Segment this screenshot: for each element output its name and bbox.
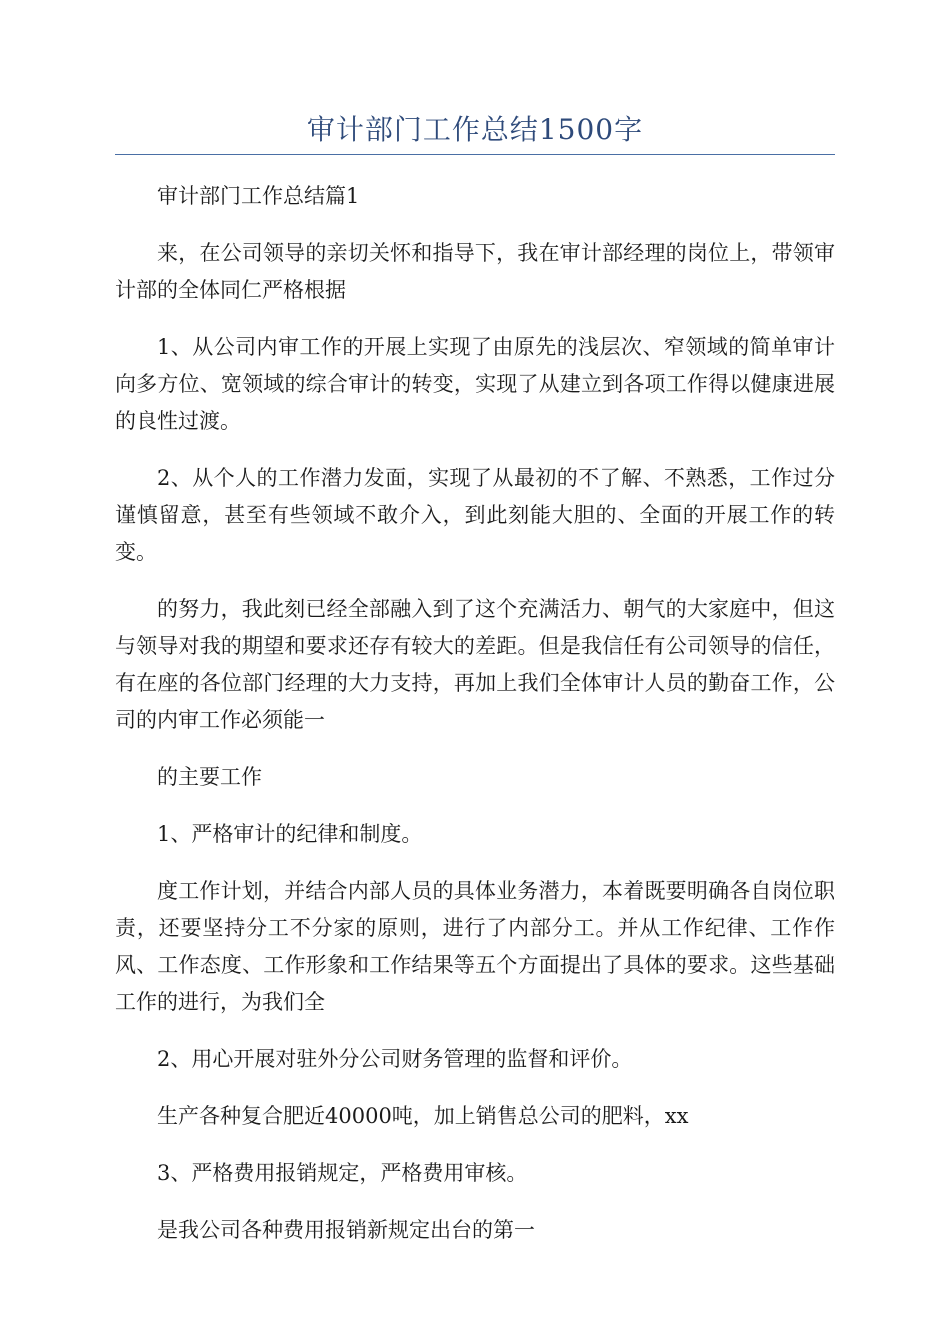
paragraph: 1、从公司内审工作的开展上实现了由原先的浅层次、窄领域的简单审计向多方位、宽领域的综合审计的转变，实现了从建立到各项工作得以健康进展的良性过渡。 bbox=[115, 335, 835, 433]
paragraph: 度工作计划，并结合内部人员的具体业务潜力，本着既要明确各自岗位职责，还要坚持分工不分家的原则，进行了内部分工。并从工作纪律、工作作风、工作态度、工作形象和工作结果等五个方面提出了具体的要求。这些基础工作的进行，为我们全 bbox=[115, 879, 835, 1014]
section-heading: 审计部门工作总结篇1 bbox=[157, 184, 360, 208]
document-title: 审计部门工作总结1500字 bbox=[306, 113, 644, 146]
paragraph: 的努力，我此刻已经全部融入到了这个充满活力、朝气的大家庭中，但这与领导对我的期望和要求还存有较大的差距。但是我信任有公司领导的信任，有在座的各位部门经理的大力支持，再加上我们全体审计人员的勤奋工作，公司的内审工作必须能一 bbox=[115, 597, 835, 732]
paragraph: 是我公司各种费用报销新规定出台的第一 bbox=[157, 1218, 535, 1242]
paragraph: 2、用心开展对驻外分公司财务管理的监督和评价。 bbox=[157, 1047, 633, 1071]
paragraph: 2、从个人的工作潜力发面，实现了从最初的不了解、不熟悉，工作过分谨慎留意，甚至有些领域不敢介入，到此刻能大胆的、全面的开展工作的转变。 bbox=[115, 466, 835, 564]
paragraph: 来，在公司领导的亲切关怀和指导下，我在审计部经理的岗位上，带领审计部的全体同仁严格根据 bbox=[115, 241, 835, 302]
paragraph: 的主要工作 bbox=[157, 765, 262, 789]
paragraph: 生产各种复合肥近40000吨，加上销售总公司的肥料，xx bbox=[157, 1104, 689, 1128]
document-body bbox=[115, 178, 835, 1269]
paragraph: 3、严格费用报销规定，严格费用审核。 bbox=[157, 1161, 528, 1185]
title-underline bbox=[115, 154, 835, 155]
paragraph: 1、严格审计的纪律和制度。 bbox=[157, 822, 423, 846]
